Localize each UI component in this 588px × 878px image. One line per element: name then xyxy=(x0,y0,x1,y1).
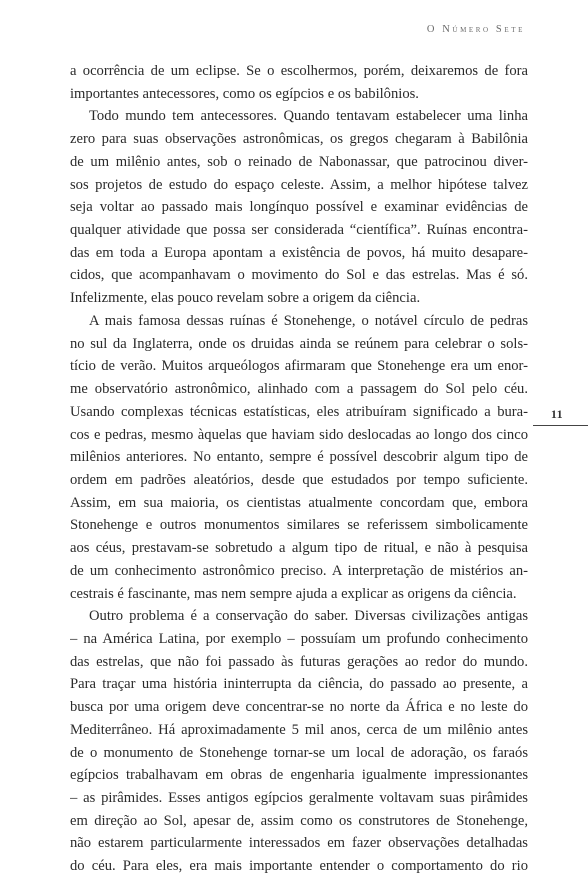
page-number: 11 xyxy=(550,407,564,421)
text-line: zero para suas observações astronômicas, os gregos chegaram à Babilônia xyxy=(70,131,528,148)
text-line: de um conhecimento astronômico preciso. A interpretação de mistérios an- xyxy=(70,562,528,579)
text-line: Todo mundo tem antecessores. Quando tentavam estabelecer uma linha xyxy=(89,108,528,125)
text-line: Stonehenge e outros monumentos similares se referissem simbolicamente xyxy=(70,517,528,534)
text-line: busca por uma origem deve concentrar-se no norte da África e no leste do xyxy=(70,699,528,716)
text-line: – na América Latina, por exemplo – possuíam um profundo conhecimento xyxy=(70,630,528,647)
text-line: milênios anteriores. No entanto, sempre é possível descobrir algum tipo de xyxy=(70,449,528,466)
text-line: cestrais é fascinante, mas nem sempre ajuda a explicar as origens da ciência. xyxy=(70,585,517,602)
text-line: ordem em padrões aleatórios, desde que estudados por tempo suficiente. xyxy=(70,471,528,488)
text-line: Infelizmente, elas pouco revelam sobre a origem da ciência. xyxy=(70,290,421,307)
text-line: sos projetos de estudo do espaço celeste. Assim, a melhor hipótese talvez xyxy=(70,176,528,193)
text-line: das em toda a Europa apontam a existência de povos, há muito desapare- xyxy=(70,244,528,261)
text-line: Assim, em sua maioria, os cientistas atualmente concordam que, embora xyxy=(70,494,528,511)
text-line: egípcios trabalhavam em obras de engenharia igualmente impressionantes xyxy=(70,767,528,784)
text-line: a ocorrência de um eclipse. Se o escolhermos, porém, deixaremos de fora xyxy=(70,63,528,79)
text-line: me observatório astronômico, alinhado com a passagem do Sol pelo céu. xyxy=(70,381,528,398)
text-line: do céu. Para eles, era mais importante entender o comportamento do rio xyxy=(70,858,528,875)
text-line: qualquer atividade que possa ser considerada “científica”. Ruínas encontra- xyxy=(70,222,528,239)
text-line: em direção ao Sol, apesar de, assim como os construtores de Stonehenge, xyxy=(70,812,528,829)
text-line: Outro problema é a conservação do saber. Diversas civilizações antigas xyxy=(89,608,528,625)
text-line: de o monumento de Stonehenge tornar-se um local de adoração, os faraós xyxy=(70,744,528,761)
text-line: cidos, que acompanhavam o movimento do Sol e das estrelas. Mas é só. xyxy=(70,267,528,284)
body-text xyxy=(70,60,528,878)
text-line: A mais famosa dessas ruínas é Stonehenge, o notável círculo de pedras xyxy=(89,312,528,329)
text-line: aos céus, prestavam-se sobretudo a algum tipo de ritual, e não à pesquisa xyxy=(70,540,528,557)
text-line: seja voltar ao passado mais longínquo possível e examinar evidências de xyxy=(70,199,528,216)
text-line: importantes antecessores, como os egípcios e os babilônios. xyxy=(70,85,419,102)
text-line: das estrelas, que não foi passado às futuras gerações ao redor do mundo. xyxy=(70,653,528,670)
text-line: cos e pedras, mesmo àquelas que haviam sido deslocadas ao longo dos cinco xyxy=(70,426,528,443)
text-line: Mediterrâneo. Há aproximadamente 5 mil anos, cerca de um milênio antes xyxy=(70,721,528,738)
text-line: Usando complexas técnicas estatísticas, eles atribuíram significado a bura- xyxy=(70,403,528,420)
text-line: no sul da Inglaterra, onde os druidas ainda se reúnem para celebrar o sols- xyxy=(70,335,528,352)
text-line: – as pirâmides. Esses antigos egípcios geralmente voltavam suas pirâmides xyxy=(70,790,528,806)
page-number-rule xyxy=(533,425,588,426)
text-line: Para traçar uma história ininterrupta da ciência, do passado ao presente, a xyxy=(70,676,528,693)
running-head: O Número Sete xyxy=(426,24,525,35)
text-line: tício de verão. Muitos arqueólogos afirmaram que Stonehenge era um enor- xyxy=(70,358,528,375)
text-line: não estarem particularmente interessados em fazer observações detalhadas xyxy=(70,835,528,852)
text-line: de um milênio antes, sob o reinado de Nabonassar, que patrocinou diver- xyxy=(70,153,528,170)
